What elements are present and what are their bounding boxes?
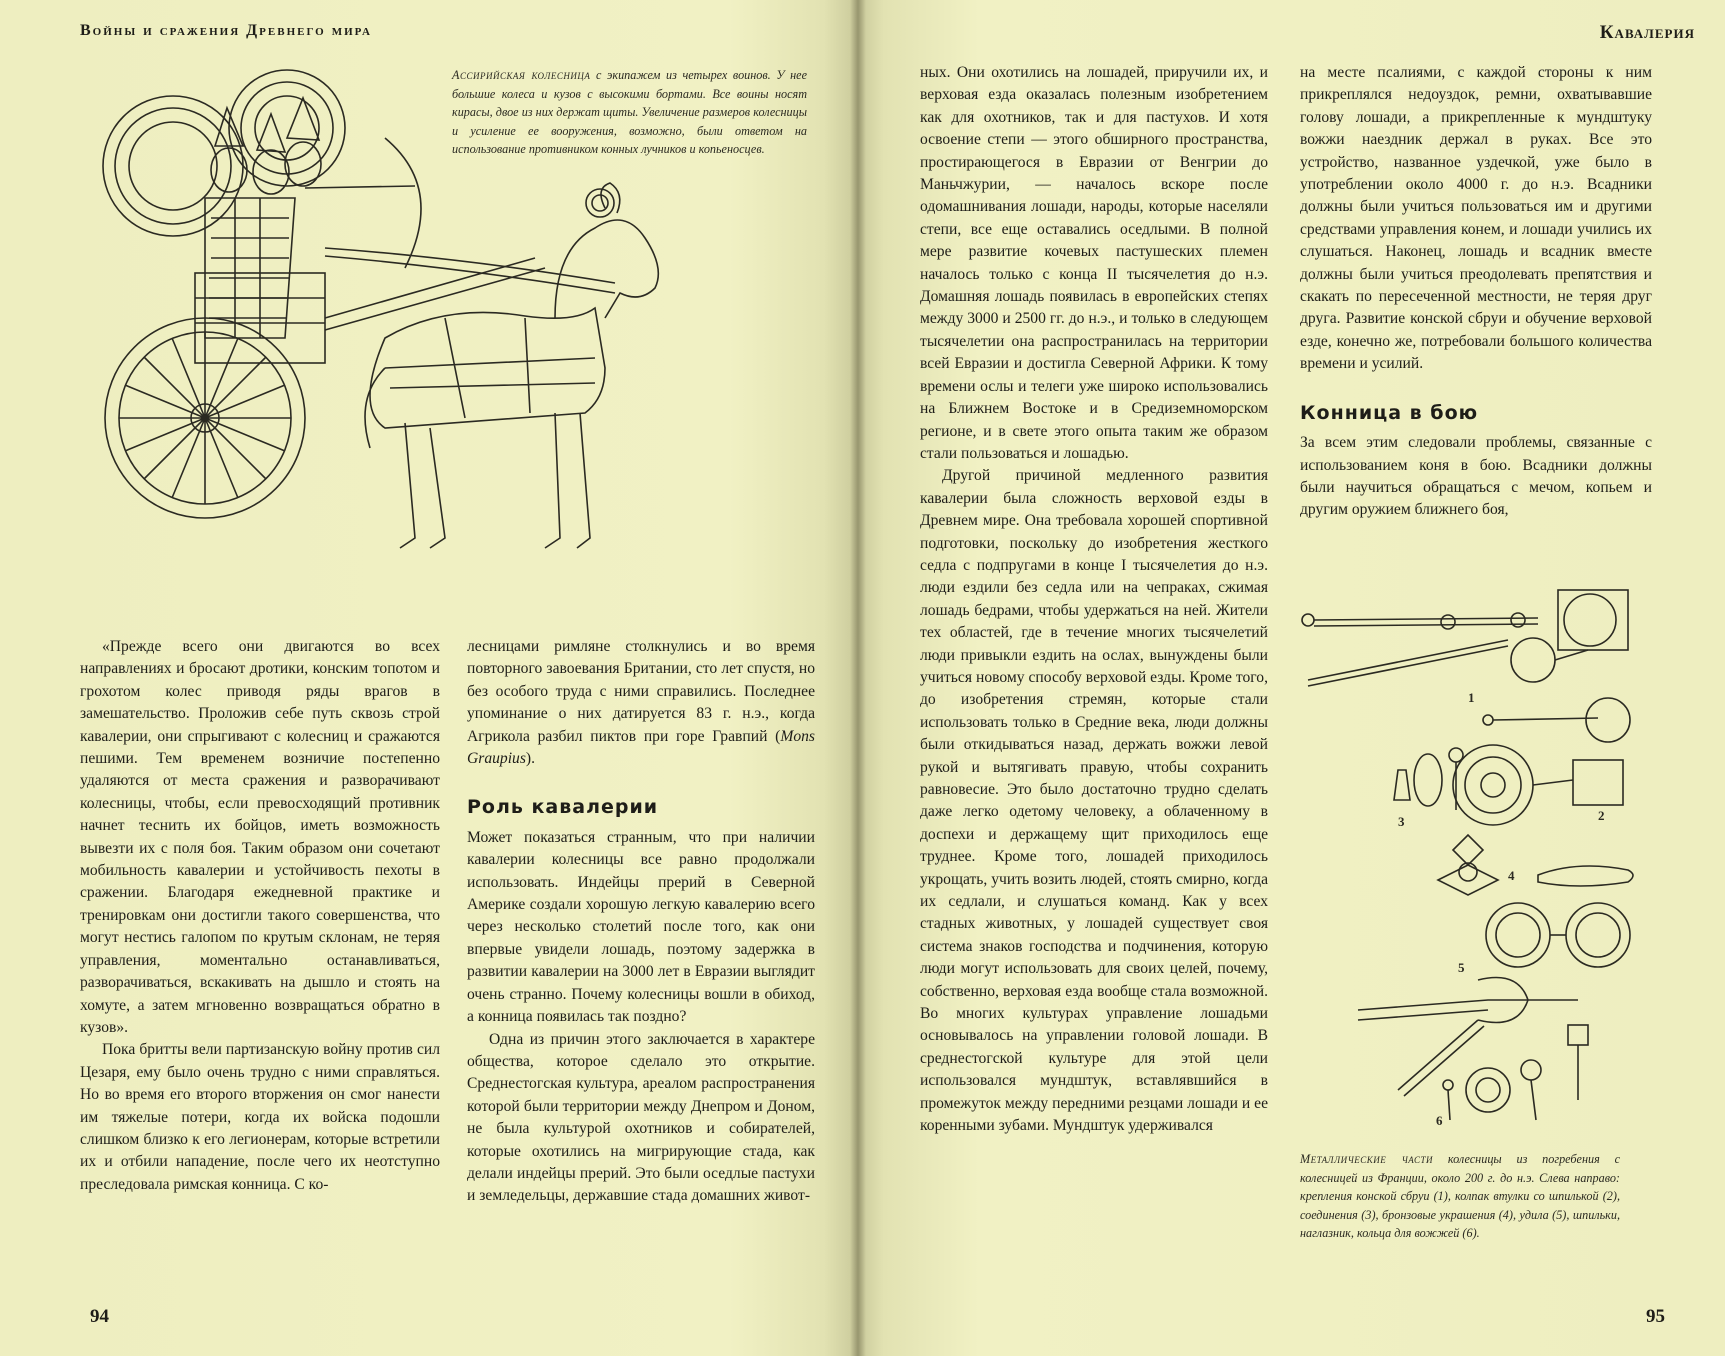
paragraph: Пока бритты вели партизанскую войну против сил Цезаря, ему было очень трудно с ними справляться. Но во время его второго вторжения он смог нанести им тяжелые потери, когда их войска подошли слишком близко к его легионерам, которые встретили их и отбили нападение, после чего их неотступно преследовала римская конница. С ко-: [80, 1041, 440, 1193]
paragraph-text: лесницами римляне столкнулись и во время повторного завоевания Британии, сто лет спустя, но без особого труда с ними справились. Последнее упоминание о них датируется 83 г. н.э., когда Агрикола разбил пиктов при горе Гравпий (: [467, 638, 815, 745]
paragraph: Одна из причин этого заключается в характере общества, которое сделало это открытие. Среднестогская культура, ареалом распространения которой были территории между Днепром и Доном, не была культурой охотников и собирателей, которые охотились на мигрирующие стада, как делали индейцы прерий. Это были оседлые пастухи и земледельцы, державшие стада домашних живот-: [467, 1030, 815, 1205]
paragraph: ных. Они охотились на лошадей, приручили их, и верховая езда оказалась полезным изобретением как для охотников, так и для пастухов. И хотя освоение степи — этого обширного пространства, простирающегося в Евразии от Венгрии до Маньчжурии, — началось вскоре после одомашнивания лошади, народы, которые населяли степи, все еще оставались оседлыми. В полной мере развитие кочевых пастушеских племен началось только с конца II тысячелетия до н.э. Домашняя лошадь появилась в европейских степях между 3000 и 2500 гг. до н.э., и только в следующем тысячелетии она распространилась на территории всей Евразии и достигла Северной Африки. К тому времени ослы и телеги уже широко использовались на Ближнем Востоке и в Средиземноморском регионе, и в свете этого опыта таким же образом стали пользоваться и лошадью.: [920, 64, 1268, 462]
metal-chariot-parts-illustration: [1298, 580, 1668, 1140]
fig-number-5: 5: [1458, 960, 1465, 975]
right-running-head: Кавалерия: [1599, 22, 1695, 43]
section-heading-cavalry-in-battle: Конница в бою: [1300, 401, 1479, 424]
fig-number-3: 3: [1398, 814, 1405, 829]
chariot-caption-text: с экипажем из четырех воинов. У нее большие колеса и кузов с высокими бортами. Все воины носят кирасы, двое из них держат щиты. Увеличение размеров колесницы и усиление ее вооружения, возможно, были ответом на использование противником конных лучников и копьеносцев.: [452, 68, 808, 157]
fig-number-2: 2: [1598, 808, 1605, 823]
mons-graupius-italic: Mons Graupius: [467, 727, 815, 768]
right-column-2: [1300, 62, 1652, 522]
paragraph: на месте псалиями, с каждой стороны к ним прикреплялся недоуздок, ремни, охватывавшие голову лошади, а прикрепленные к мундштуку вожжи наездник держал в руках. Все это устройство, названное уздечкой, уже было в употреблении около 4000 г. до н.э. Всадники должны были учиться пользоваться им и другими средствами управления конем, и лошади учились их слушаться. Наконец, лошадь и всадник вместе должны были учиться преодолевать препятствия и скакать по пересеченной местности, не теряя друг друга. Развитие конской сбруи и обучение верховой езде, конечно же, потребовали большого количества времени и усилий.: [1300, 64, 1652, 373]
fig-number-6: 6: [1436, 1113, 1443, 1128]
right-page-number: 95: [1646, 1306, 1665, 1327]
book-gutter: [850, 0, 866, 1356]
left-column-1: [80, 636, 440, 1196]
right-column-1: [920, 62, 1268, 1138]
left-page: [0, 0, 858, 1356]
left-page-number: 94: [90, 1306, 109, 1327]
metal-caption-text: колесницы из погребения с колесницей из Франции, около 200 г. до н.э. Слева направо: крепления конской сбруи (1), колпак втулки со шпилькой (2), соединения (3), бронзовые украшения (4), удила (5), шпильки, наглазник, кольца для вожжей (6).: [1300, 1152, 1620, 1241]
paragraph-end: ).: [525, 750, 536, 768]
chariot-caption: [452, 66, 807, 159]
paragraph: Может показаться странным, что при наличии кавалерии колесницы все равно продолжали использовать. Индейцы прерий в Северной Америке создали хорошую легкую кавалерию всего через несколько столетий после того, как они впервые увидели лошадь, поэтому задержка в развитии кавалерии на 3000 лет в Евразии выглядит очень странно. Почему колесницы вошли в обиход, а конница появилась так поздно?: [467, 828, 815, 1026]
metal-parts-caption: [1300, 1150, 1620, 1243]
chariot-caption-lead: Ассирийская колесница: [452, 68, 591, 82]
metal-caption-lead: Металлические части: [1300, 1152, 1434, 1166]
section-heading-cavalry-role: Роль кавалерии: [467, 796, 659, 819]
fig-number-4: 4: [1508, 868, 1515, 883]
left-running-head: Войны и сражения Древнего мира: [80, 22, 372, 39]
fig-number-1: 1: [1468, 690, 1475, 705]
right-page: [858, 0, 1725, 1356]
paragraph: «Прежде всего они двигаются во всех направлениях и бросают дротики, конским топотом и грохотом колес приводя ряды врагов в замешательство. Проложив себе путь сквозь строй кавалерии, они спрыгивают с колесниц и сражаются пешими. Тем временем возничие постепенно удаляются от места сражения и разворачивают колесницы, чтобы, если превосходящий противник начнет теснить их бойцов, иметь возможность вывезти их с поля боя. Таким образом они сочетают мобильность кавалерии и устойчивость пехоты в сражении. Благодаря ежедневной практике и тренировкам они достигли такого совершенства, что могут нестись галопом по крутым склонам, не теряя управления, моментально останавливаться, разворачиваться, вскакивать на дышло и стоять на хомуте, а затем мгновенно возвращаться обратно в кузов».: [80, 638, 440, 1036]
paragraph: [467, 636, 815, 770]
left-column-2: [467, 636, 815, 1208]
paragraph: За всем этим следовали проблемы, связанные с использованием коня в бою. Всадники должны были научиться обращаться с мечом, копьем и другим оружием ближнего боя,: [1300, 434, 1652, 519]
paragraph: Другой причиной медленного развития кавалерии была сложность верховой езды в Древнем мире. Она требовала хорошей спортивной подготовки, поскольку до изобретения жесткого седла с подпругами в конце I тысячелетия до н.э. люди ездили без седла или на чепраках, сжимая лошадь бедрами, чтобы удержаться на ней. Жители тех областей, где в течение многих тысячелетий люди привыкли ездить на ослах, вынуждены были учиться новому способу верховой езды. Кроме того, до изобретения стремян, которые стали использовать только в Средние века, люди должны были откидываться назад, держать вожжи левой рукой и вытягивать правую, чтобы сохранить равновесие. Это было достаточно трудно сделать даже легко одетому человеку, а облаченному в доспехи и держащему щит приходилось еще труднее. Кроме того, лошадей приходилось укрощать, учить возить людей, стоять смирно, когда их седлали, и слушаться команд. Как у всех стадных животных, у лошадей существует своя система знаков господства и подчинения, которую люди могут использовать для своих целей, почему, собственно, верховая езда вообще стала возможной. Во многих культурах управление лошадьми основывалось на управлении головой лошади. В среднестогской культуре для этой цели использовался мундштук, вставлявшийся в промежуток между передними резцами лошади и ее коренными зубами. Мундштук удерживался: [920, 467, 1268, 1135]
